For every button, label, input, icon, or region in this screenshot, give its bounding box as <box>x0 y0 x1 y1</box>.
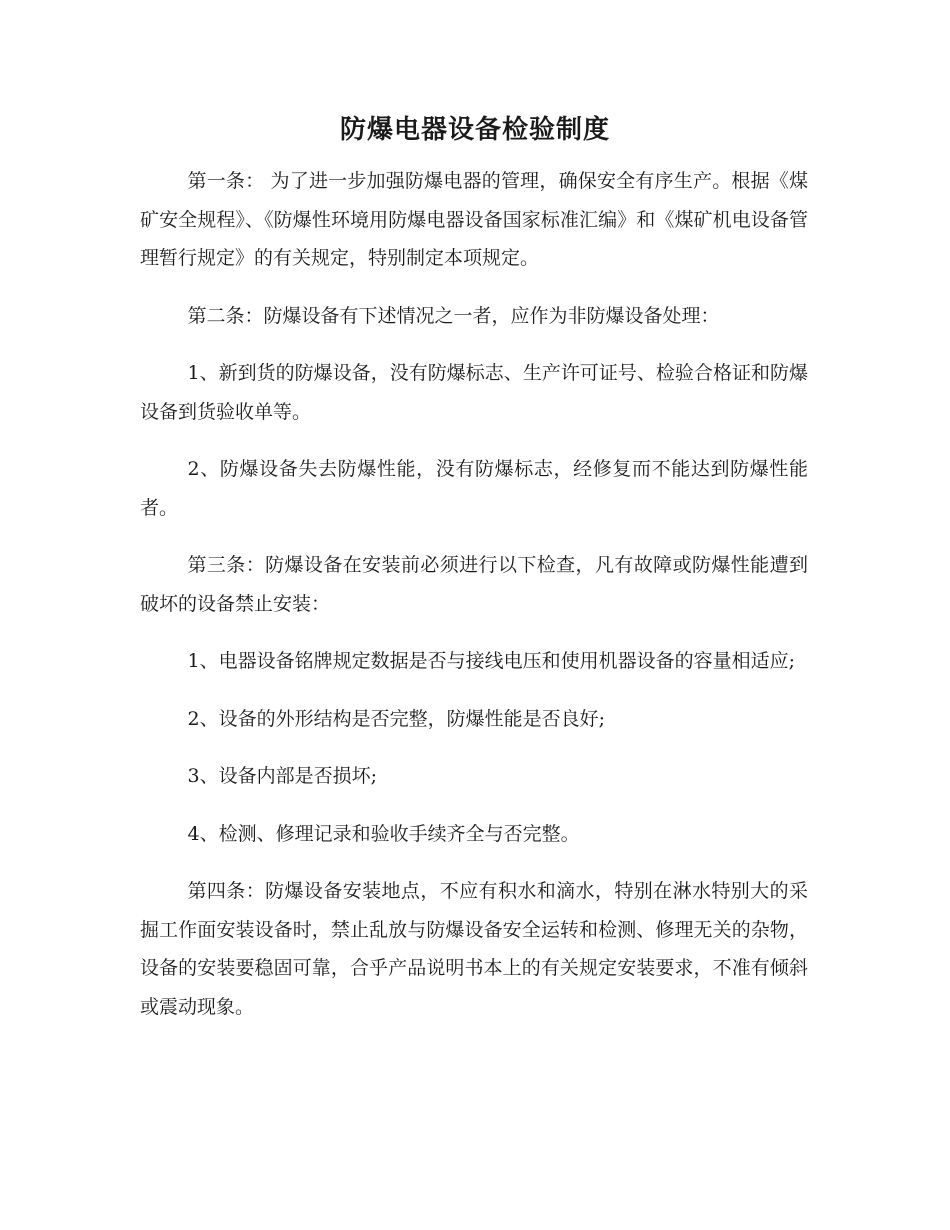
paragraph-article-3-item-3: 3、设备内部是否损坏; <box>187 765 377 787</box>
paragraph-article-3: 第三条：防爆设备在安装前必须进行以下检查，凡有故障或防爆性能遭到破坏的设备禁止安装： <box>140 554 808 615</box>
document-title: 防爆电器设备检验制度 <box>339 115 610 145</box>
paragraph-article-3-item-2: 2、设备的外形结构是否完整，防爆性能是否良好; <box>187 707 605 730</box>
paragraph-article-3-item-4: 4、检测、修理记录和验收手续齐全与否完整。 <box>187 822 580 845</box>
paragraph-article-2-item-2: 2、防爆设备失去防爆性能，没有防爆标志，经修复而不能达到防爆性能者。 <box>140 458 808 519</box>
paragraph-article-2-item-1: 1、新到货的防爆设备，没有防爆标志、生产许可证号、检验合格证和防爆设备到货验收单等。 <box>140 362 808 423</box>
paragraph-article-2: 第二条：防爆设备有下述情况之一者，应作为非防爆设备处理： <box>187 304 720 327</box>
document-body <box>140 162 808 1045</box>
paragraph-article-4: 第四条：防爆设备安装地点，不应有积水和滴水，特别在淋水特别大的采掘工作面安装设备时，禁止乱放与防爆设备安全运转和检测、修理无关的杂物，设备的安装要稳固可靠，合乎产品说明书本上的有关规定安装要求，不准有倾斜或震动现象。 <box>140 880 808 1018</box>
paragraph-article-1: 第一条： 为了进一步加强防爆电器的管理，确保安全有序生产。根据《煤矿安全规程》、《防爆性环境用防爆电器设备国家标准汇编》和《煤矿机电设备管理暂行规定》的有关规定，特别制定本项规定。 <box>140 170 808 269</box>
paragraph-article-3-item-1: 1、电器设备铭牌规定数据是否与接线电压和使用机器设备的容量相适应; <box>187 650 795 672</box>
